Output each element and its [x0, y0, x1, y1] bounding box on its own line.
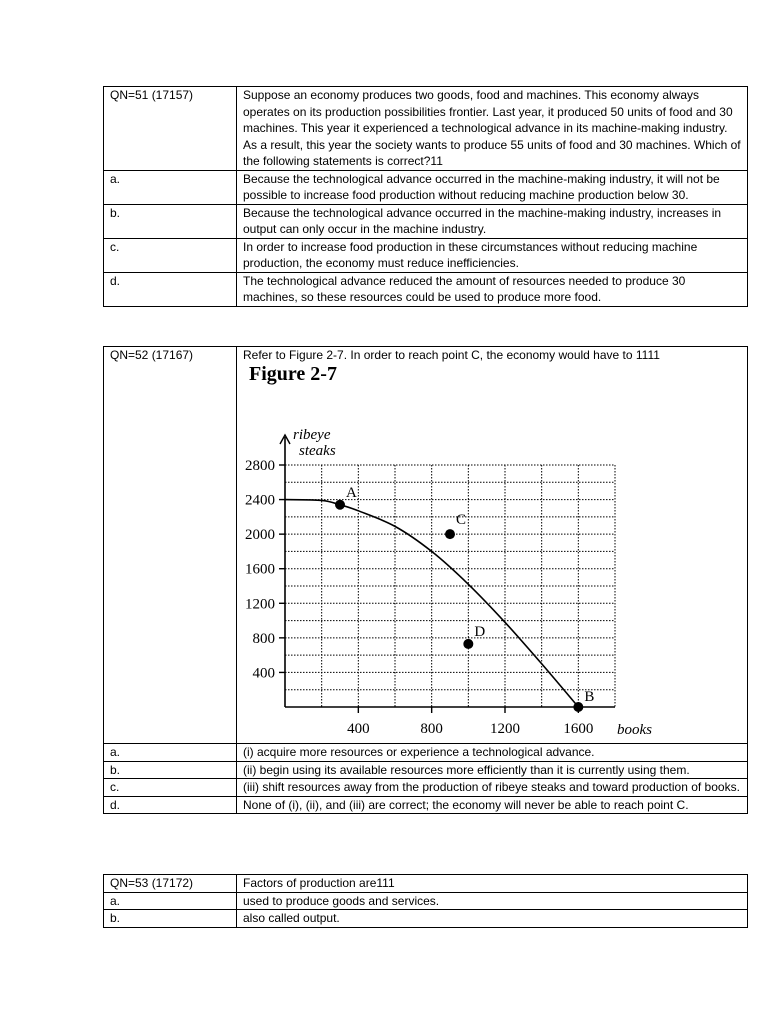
figure-title: Figure 2-7 [249, 362, 337, 385]
question-53-table [103, 874, 748, 928]
option-text: (i) acquire more resources or experience a technological advance. [237, 744, 748, 762]
point-d-label: D [473, 623, 485, 640]
point-b-marker [573, 702, 583, 712]
y-tick-label: 2400 [244, 492, 275, 509]
option-row [104, 238, 748, 272]
question-stem: Factors of production are111 [237, 875, 748, 893]
x-tick-label: 800 [419, 720, 443, 737]
option-text: Because the technological advance occurred in the machine-making industry, increases in output can only occur in the machine industry. [237, 204, 748, 238]
y-axis-label-line-1: ribeye [292, 426, 330, 443]
point-a-label: A [345, 484, 357, 501]
question-row [104, 875, 748, 893]
option-key: c. [104, 779, 237, 797]
option-row [104, 892, 748, 910]
option-text: Because the technological advance occurred in the machine-making industry, it will not be possible to increase food production without reducing machine production below 30. [237, 170, 748, 204]
y-tick-label: 800 [252, 630, 275, 647]
y-axis-label-line-2: steaks [298, 442, 336, 459]
option-key: b. [104, 761, 237, 779]
question-row [104, 347, 748, 744]
y-tick-label: 2800 [244, 457, 275, 474]
option-text: (iii) shift resources away from the production of ribeye steaks and toward production of books. [237, 779, 748, 797]
option-key: d. [104, 796, 237, 814]
option-key: a. [104, 892, 237, 910]
option-row [104, 796, 748, 814]
x-tick-label: 1600 [562, 720, 593, 737]
question-stem: Refer to Figure 2-7. In order to reach point C, the economy would have to 1111 [243, 348, 660, 362]
question-id: QN=53 (17172) [104, 875, 237, 893]
option-key: b. [104, 910, 237, 928]
question-id: QN=52 (17167) [104, 347, 237, 744]
point-c-marker [445, 529, 455, 539]
option-key: a. [104, 744, 237, 762]
question-stem: Suppose an economy produces two goods, food and machines. This economy always operates on its production possibilities frontier. Last year, it produced 50 units of food and 30 machines. This year it experienced a technological advance in its machine-making industry. As a result, this year the society wants to produce 55 units of food and 30 machines. Which of the following statements is correct?11 [237, 87, 748, 171]
question-52-table [103, 346, 748, 814]
y-tick-label: 1600 [244, 561, 275, 578]
option-text: also called output. [237, 910, 748, 928]
option-text: (ii) begin using its available resources more efficiently than it is currently using them. [237, 761, 748, 779]
x-axis-label: books [616, 721, 652, 738]
question-51-table [103, 86, 748, 307]
y-tick-label: 1200 [244, 595, 275, 612]
x-tick-label: 1200 [489, 720, 520, 737]
point-c-label: C [455, 511, 466, 528]
option-key: d. [104, 272, 237, 306]
point-a-marker [335, 499, 345, 509]
option-row [104, 272, 748, 306]
question-row [104, 87, 748, 171]
option-text: In order to increase food production in these circumstances without reducing machine production, the economy must reduce inefficiencies. [237, 238, 748, 272]
option-row [104, 910, 748, 928]
question-id: QN=51 (17157) [104, 87, 237, 171]
option-key: b. [104, 204, 237, 238]
y-tick-label: 400 [252, 664, 275, 681]
option-key: a. [104, 170, 237, 204]
point-b-label: B [583, 688, 594, 705]
option-text: None of (i), (ii), and (iii) are correct; the economy will never be able to reach point C. [237, 796, 748, 814]
option-row [104, 170, 748, 204]
y-tick-label: 2000 [244, 526, 275, 543]
option-text: The technological advance reduced the amount of resources needed to produce 30 machines, so these resources could be used to produce more food. [237, 272, 748, 306]
option-key: c. [104, 238, 237, 272]
option-text: used to produce goods and services. [237, 892, 748, 910]
x-tick-label: 400 [346, 720, 370, 737]
option-row [104, 204, 748, 238]
point-d-marker [463, 638, 473, 648]
question-stem-cell [237, 347, 748, 744]
figure-chart [239, 427, 709, 787]
